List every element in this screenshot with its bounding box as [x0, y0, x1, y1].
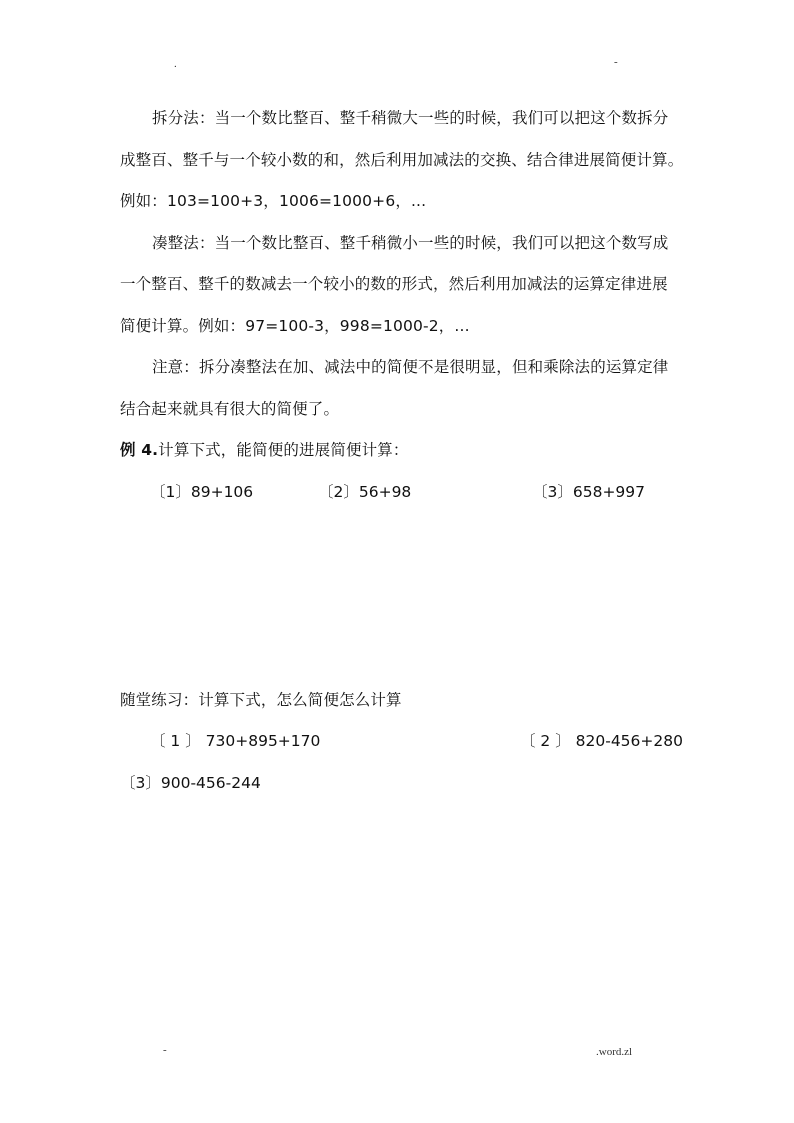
note-line-2: 结合起来就具有很大的简便了。	[120, 400, 340, 418]
example-4-label: 例 4.	[120, 441, 159, 459]
footer-left-mark: -	[163, 1044, 167, 1056]
example-4-item-3: 〔3〕658+997	[532, 483, 646, 501]
practice-item-1: 〔 1 〕 730+895+170	[150, 732, 321, 750]
round-method-line-3: 简便计算。例如：97=100-3，998=1000-2，...	[120, 317, 470, 335]
header-right-mark: -	[614, 56, 618, 68]
footer-right-mark: .word.zl	[596, 1046, 633, 1058]
split-method-line-3: 例如：103=100+3，1006=1000+6，...	[120, 192, 427, 210]
note-line-1: 注意：拆分凑整法在加、减法中的简便不是很明显，但和乘除法的运算定律	[152, 358, 669, 376]
split-method-line-1: 拆分法：当一个数比整百、整千稍微大一些的时候，我们可以把这个数拆分	[152, 109, 669, 127]
example-4-instruction: 计算下式，能简便的进展简便计算：	[158, 441, 409, 459]
example-4-heading	[120, 440, 409, 460]
example-4-item-2: 〔2〕56+98	[318, 483, 412, 501]
round-method-line-1: 凑整法：当一个数比整百、整千稍微小一些的时候，我们可以把这个数写成	[152, 234, 669, 252]
practice-item-2: 〔 2 〕 820-456+280	[520, 732, 683, 750]
round-method-line-2: 一个整百、整千的数减去一个较小的数的形式，然后利用加减法的运算定律进展	[120, 275, 668, 293]
split-method-line-2: 成整百、整千与一个较小数的和，然后利用加减法的交换、结合律进展简便计算。	[120, 151, 684, 169]
practice-title: 随堂练习：计算下式，怎么简便怎么计算	[120, 691, 402, 709]
example-4-item-1: 〔1〕89+106	[150, 483, 254, 501]
practice-item-3: 〔3〕900-456-244	[120, 774, 261, 792]
header-left-mark: .	[174, 58, 177, 70]
